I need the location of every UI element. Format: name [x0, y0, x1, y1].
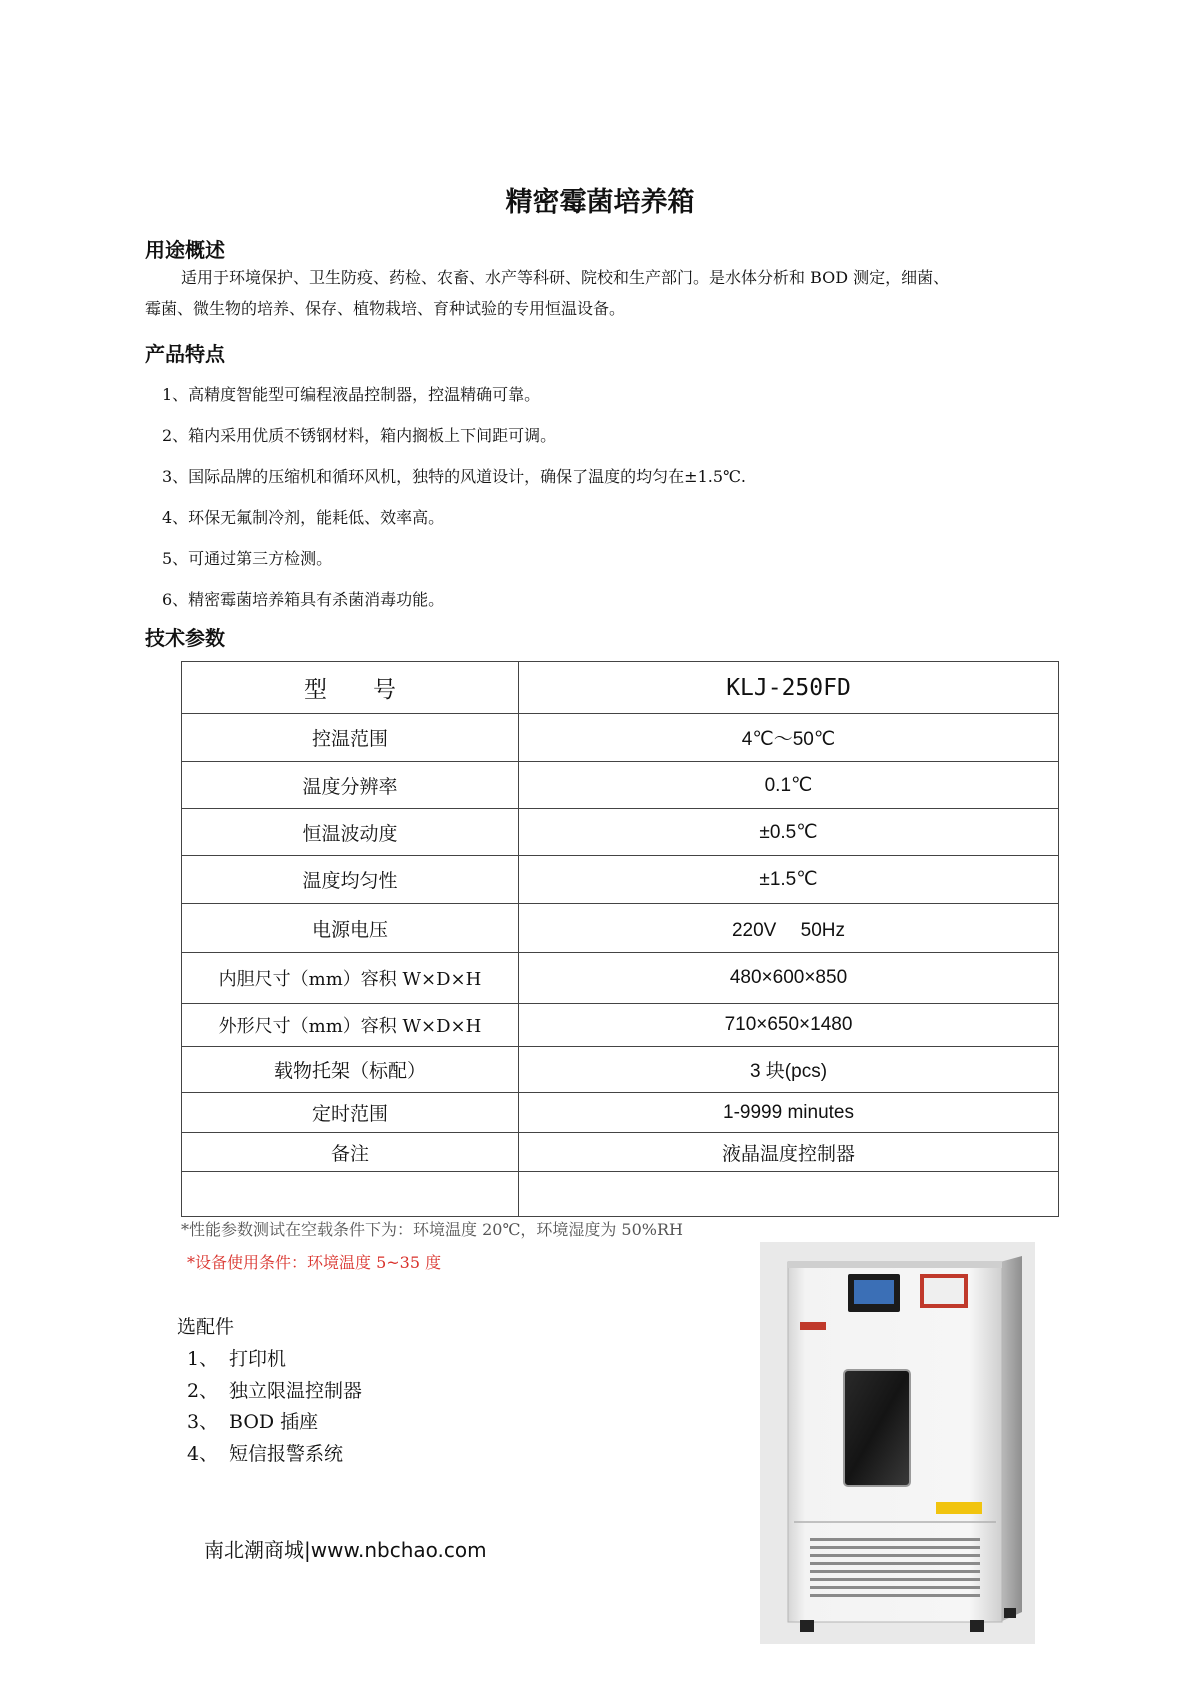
spec-row [182, 856, 1059, 904]
usage-line-2: 霉菌、微生物的培养、保存、植物栽培、育种试验的专用恒温设备。 [145, 299, 626, 318]
feature-item: 5、可通过第三方检测。 [162, 549, 333, 568]
option-text: BOD 插座 [229, 1411, 319, 1433]
feature-item: 1、高精度智能型可编程液晶控制器，控温精确可靠。 [162, 385, 541, 404]
spec-row [182, 1004, 1059, 1047]
spec-label: 外形尺寸（mm）容积 W×D×H [182, 1004, 519, 1047]
spec-label: 控温范围 [182, 714, 519, 762]
spec-value: ±1.5℃ [519, 856, 1059, 904]
spec-label: 载物托架（标配） [182, 1047, 519, 1093]
feature-item: 3、国际品牌的压缩机和循环风机，独特的风道设计，确保了温度的均匀在±1.5℃. [162, 467, 747, 486]
spec-row [182, 904, 1059, 953]
option-item [187, 1344, 286, 1371]
spec-value: 4℃～50℃ [519, 714, 1059, 762]
spec-value: 0.1℃ [519, 762, 1059, 809]
logo-badge [800, 1322, 826, 1330]
incubator-product-image [760, 1242, 1035, 1644]
usage-heading: 用途概述 [145, 238, 225, 262]
spec-row [182, 1093, 1059, 1133]
spec-value: 液晶温度控制器 [519, 1133, 1059, 1172]
warning-strip [936, 1502, 982, 1514]
option-number: 1、 [187, 1348, 219, 1370]
spec-label: 备注 [182, 1133, 519, 1172]
spec-row [182, 714, 1059, 762]
model-value: KLJ-250FD [519, 662, 1059, 714]
option-number: 2、 [187, 1380, 219, 1402]
page-title: 精密霉菌培养箱 [505, 187, 695, 218]
spec-row [182, 762, 1059, 809]
model-label: 型 号 [182, 662, 519, 714]
brand-label [924, 1278, 964, 1304]
features-heading: 产品特点 [145, 342, 225, 366]
cabinet-top-edge [788, 1262, 1002, 1268]
caster-wheel [970, 1620, 984, 1632]
spec-row [182, 953, 1059, 1004]
spec-label: 温度分辨率 [182, 762, 519, 809]
specs-heading: 技术参数 [145, 626, 225, 650]
option-text: 打印机 [229, 1348, 287, 1370]
site-watermark: 南北潮商城|www.nbchao.com [204, 1538, 487, 1562]
spec-value [519, 1172, 1059, 1217]
option-item [187, 1407, 318, 1434]
spec-table [181, 661, 1059, 1217]
spec-label: 电源电压 [182, 904, 519, 953]
spec-label: 恒温波动度 [182, 809, 519, 856]
options-heading: 选配件 [177, 1316, 235, 1338]
feature-item: 2、箱内采用优质不锈钢材料，箱内搁板上下间距可调。 [162, 426, 557, 445]
spec-row-empty [182, 1172, 1059, 1217]
feature-item: 4、环保无氟制冷剂，能耗低、效率高。 [162, 508, 445, 527]
cabinet-side [1000, 1256, 1022, 1622]
option-number: 4、 [187, 1443, 219, 1465]
option-item [187, 1376, 362, 1403]
usage-paragraph [145, 262, 1060, 324]
spec-value: 710×650×1480 [519, 1004, 1059, 1047]
spec-row [182, 809, 1059, 856]
spec-label: 温度均匀性 [182, 856, 519, 904]
spec-row [182, 1047, 1059, 1093]
option-item [187, 1439, 343, 1466]
observation-window [844, 1370, 910, 1486]
spec-row [182, 1133, 1059, 1172]
spec-label [182, 1172, 519, 1217]
test-condition-note: *性能参数测试在空载条件下为：环境温度 20℃，环境湿度为 50%RH [181, 1220, 683, 1239]
option-text: 短信报警系统 [229, 1443, 344, 1465]
spec-label: 定时范围 [182, 1093, 519, 1133]
spec-value: 480×600×850 [519, 953, 1059, 1004]
option-text: 独立限温控制器 [229, 1380, 363, 1402]
usage-line-1: 适用于环境保护、卫生防疫、药检、农畜、水产等科研、院校和生产部门。是水体分析和 BOD 测定，细菌、 [181, 268, 950, 287]
spec-value: ±0.5℃ [519, 809, 1059, 856]
spec-value: 220V 50Hz [519, 904, 1059, 953]
caster-wheel [800, 1620, 814, 1632]
lcd-screen [854, 1280, 894, 1304]
spec-value: 1-9999 minutes [519, 1093, 1059, 1133]
spec-label: 内胆尺寸（mm）容积 W×D×H [182, 953, 519, 1004]
feature-item: 6、精密霉菌培养箱具有杀菌消毒功能。 [162, 590, 445, 609]
caster-wheel [1004, 1608, 1016, 1618]
usage-condition-note: *设备使用条件：环境温度 5~35 度 [187, 1253, 442, 1272]
option-number: 3、 [187, 1411, 219, 1433]
spec-value: 3 块(pcs) [519, 1047, 1059, 1093]
spec-header-row [182, 662, 1059, 714]
